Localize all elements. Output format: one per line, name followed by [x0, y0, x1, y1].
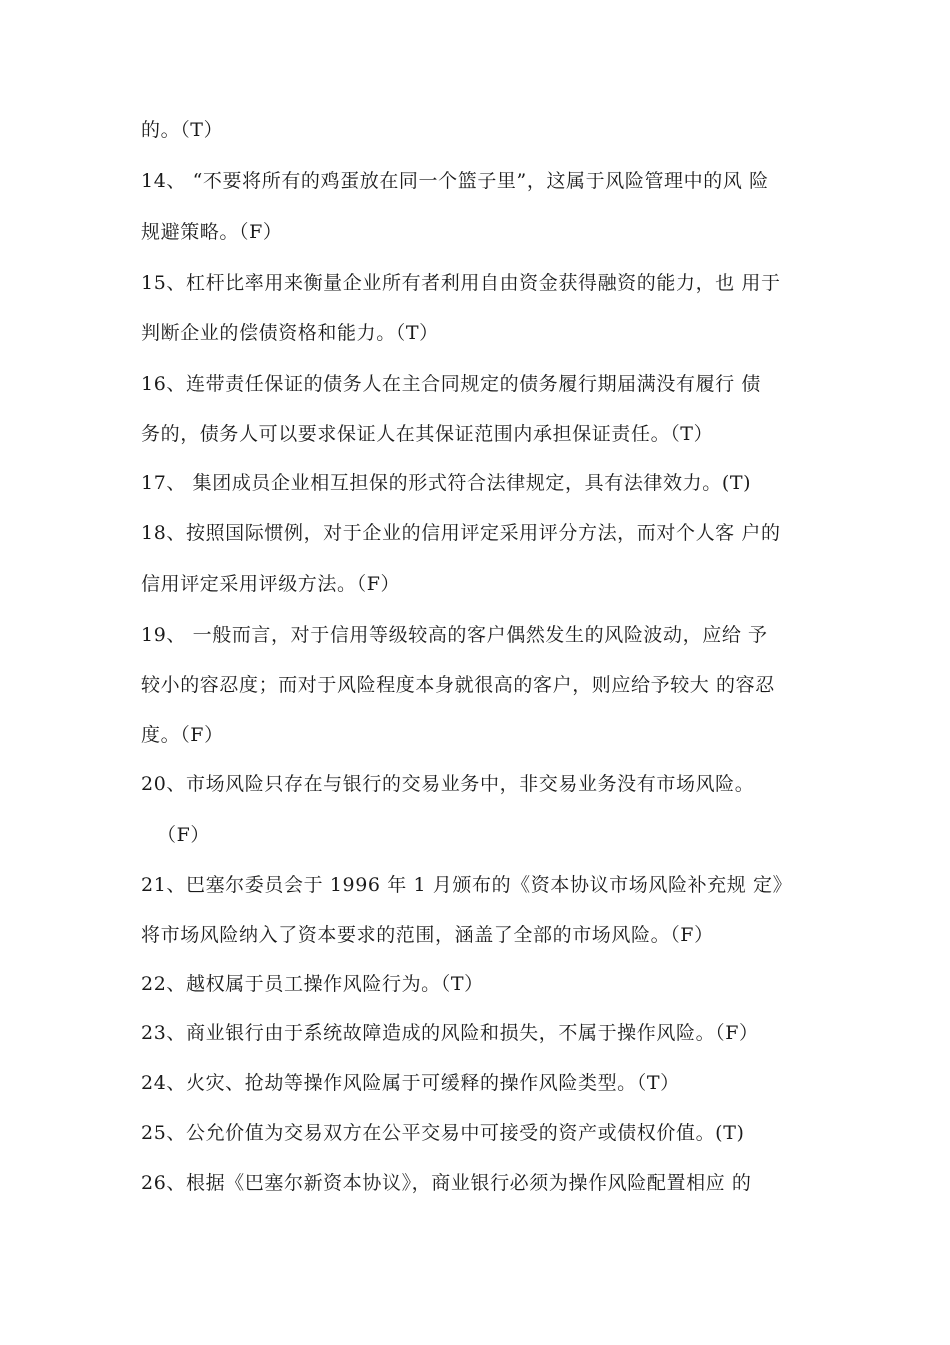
text-line: 的。（T）: [141, 119, 224, 141]
question-14-line-1: 14、 “不要将所有的鸡蛋放在同一个篮子里”，这属于风险管理中的风 险: [141, 170, 769, 192]
question-15-line-1: 15、杠杆比率用来衡量企业所有者利用自由资金获得融资的能力，也 用于: [141, 272, 781, 294]
question-22-line-1: 22、越权属于员工操作风险行为。（T）: [141, 973, 484, 995]
question-19-line-3: 度。（F）: [141, 724, 224, 746]
question-18-line-1: 18、按照国际惯例，对于企业的信用评定采用评分方法，而对个人客 户的: [141, 522, 781, 544]
question-17-line-1: 17、 集团成员企业相互担保的形式符合法律规定，具有法律效力。(T): [141, 472, 752, 494]
question-19-line-2: 较小的容忍度；而对于风险程度本身就很高的客户，则应给予较大 的容忍: [141, 674, 775, 696]
question-21-line-2: 将市场风险纳入了资本要求的范围，涵盖了全部的市场风险。（F）: [141, 924, 714, 946]
question-15-line-2: 判断企业的偿债资格和能力。（T）: [141, 322, 439, 344]
question-24-line-1: 24、火灾、抢劫等操作风险属于可缓释的操作风险类型。（T）: [141, 1072, 680, 1094]
question-26-line-1: 26、根据《巴塞尔新资本协议》，商业银行必须为操作风险配置相应 的: [141, 1172, 752, 1194]
question-20-line-2: （F）: [157, 824, 210, 846]
question-16-line-2: 务的，债务人可以要求保证人在其保证范围内承担保证责任。（T）: [141, 423, 714, 445]
question-16-line-1: 16、连带责任保证的债务人在主合同规定的债务履行期届满没有履行 债: [141, 373, 762, 395]
question-18-line-2: 信用评定采用评级方法。（F）: [141, 573, 401, 595]
question-19-line-1: 19、 一般而言，对于信用等级较高的客户偶然发生的风险波动，应给 予: [141, 624, 768, 646]
question-20-line-1: 20、市场风险只存在与银行的交易业务中，非交易业务没有市场风险。: [141, 773, 755, 795]
question-21-line-1: 21、巴塞尔委员会于 1996 年 1 月颁布的《资本协议市场风险补充规 定》: [141, 874, 793, 896]
question-14-line-2: 规避策略。（F）: [141, 221, 283, 243]
question-25-line-1: 25、公允价值为交易双方在公平交易中可接受的资产或债权价值。(T): [141, 1122, 745, 1144]
question-23-line-1: 23、商业银行由于系统故障造成的风险和损失，不属于操作风险。（F）: [141, 1022, 759, 1044]
